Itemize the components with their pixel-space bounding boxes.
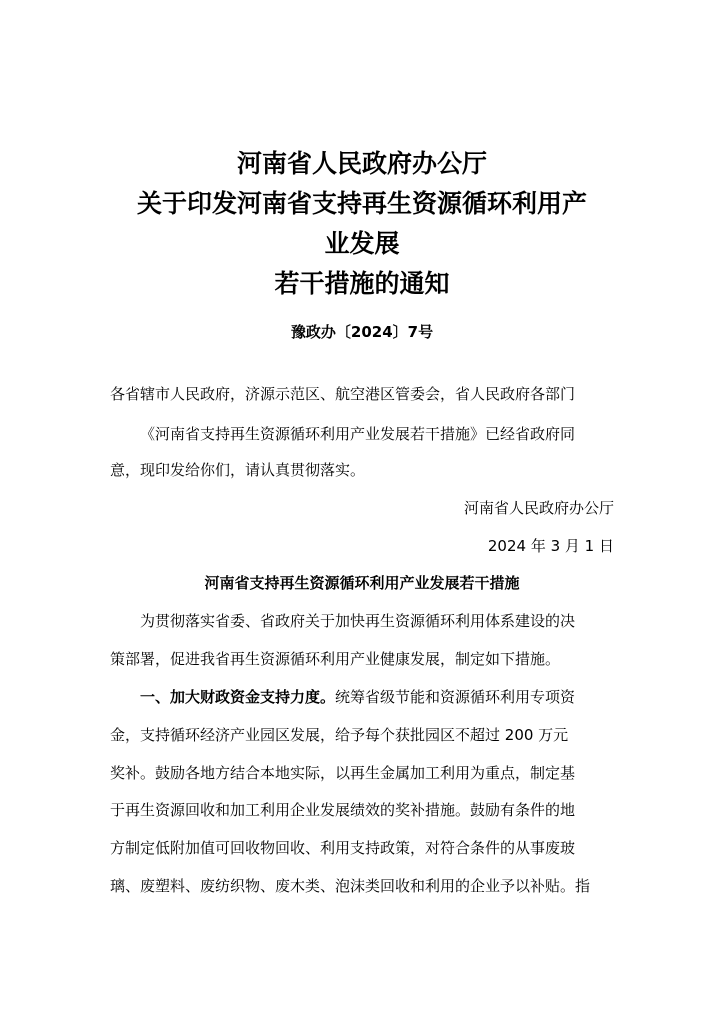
measure1-line-3: 奖补。鼓励各地方结合本地实际，以再生金属加工利用为重点，制定基 [110, 764, 576, 782]
measure1-line-1 [110, 685, 614, 709]
intro-line-2: 意，现印发给你们，请认真贯彻落实。 [110, 461, 366, 479]
measure1-heading: 一、加大财政资金支持力度。 [140, 688, 336, 706]
title-line-1: 河南省人民政府办公厅 [236, 149, 487, 178]
title-line-2: 关于印发河南省支持再生资源循环利用产 [136, 189, 587, 218]
measure1-line-6: 璃、废塑料、废纺织物、废木类、泡沫类回收和利用的企业予以补贴。指 [110, 877, 591, 895]
intro-line-1: 《河南省支持再生资源循环利用产业发展若干措施》已经省政府同 [140, 425, 576, 443]
preamble-line-1: 为贯彻落实省委、省政府关于加快再生资源循环利用体系建设的决 [140, 612, 576, 630]
title-line-4: 若干措施的通知 [274, 269, 450, 298]
preamble-line-2: 策部署，促进我省再生资源循环利用产业健康发展，制定如下措施。 [110, 650, 561, 668]
recipients-line: 各省辖市人民政府，济源示范区、航空港区管委会，省人民政府各部门 [110, 385, 576, 403]
measure1-line-4: 于再生资源回收和加工利用企业发展绩效的奖补措施。鼓励有条件的地 [110, 801, 576, 819]
document-number: 豫政办〔2024〕7号 [290, 323, 434, 341]
document-title [0, 144, 724, 304]
measure1-line-1-text: 统筹省级节能和资源循环利用专项资 [335, 688, 576, 706]
issuer-signature: 河南省人民政府办公厅 [463, 499, 614, 517]
measure1-line-2: 金，支持循环经济产业园区发展，给予每个获批园区不超过 200 万元 [110, 726, 569, 744]
title-line-3: 业发展 [324, 229, 400, 258]
measure1-line-5: 方制定低附加值可回收物回收、利用支持政策，对符合条件的从事废玻 [110, 839, 576, 857]
attachment-title: 河南省支持再生资源循环利用产业发展若干措施 [204, 574, 520, 592]
issue-date: 2024 年 3 月 1 日 [487, 537, 614, 555]
